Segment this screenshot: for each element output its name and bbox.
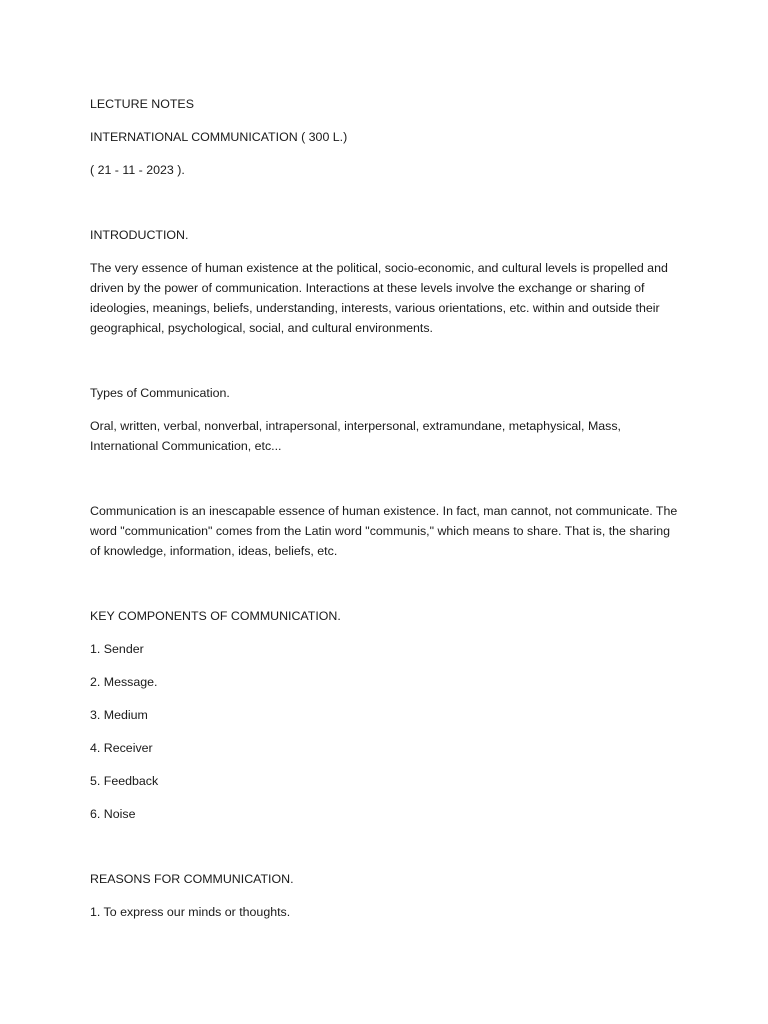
list-item: 3. Medium [90,708,148,722]
document-page [90,94,680,922]
reasons-heading: REASONS FOR COMMUNICATION. [90,872,294,886]
list-item: 6. Noise [90,807,136,821]
lecture-date: ( 21 - 11 - 2023 ). [90,163,185,177]
list-item: 5. Feedback [90,774,159,788]
list-item: 1. Sender [90,642,144,656]
list-item: 2. Message. [90,675,158,689]
list-item: 4. Receiver [90,741,153,755]
doc-label: LECTURE NOTES [90,97,194,111]
introduction-heading: INTRODUCTION. [90,228,189,242]
components-heading: KEY COMPONENTS OF COMMUNICATION. [90,609,341,623]
definition-paragraph: Communication is an inescapable essence of human existence. In fact, man cannot, not communicate. The word "communication" comes from the Latin word "communis," which means to share. That is, the sharing of knowledge, information, ideas, beliefs, etc. [90,504,678,558]
introduction-paragraph: The very essence of human existence at the political, socio-economic, and cultural levels is propelled and driven by the power of communication. Interactions at these levels involve the exchange or sharing of ideologies, meanings, beliefs, understanding, interests, various orientations, etc. within and outside their geographical, psychological, social, and cultural environments. [90,261,668,335]
list-item: 1. To express our minds or thoughts. [90,905,291,919]
course-title: INTERNATIONAL COMMUNICATION ( 300 L.) [90,130,348,144]
types-paragraph: Oral, written, verbal, nonverbal, intrapersonal, interpersonal, extramundane, metaphysical, Mass, International Communication, etc... [90,419,621,453]
types-heading: Types of Communication. [90,386,230,400]
